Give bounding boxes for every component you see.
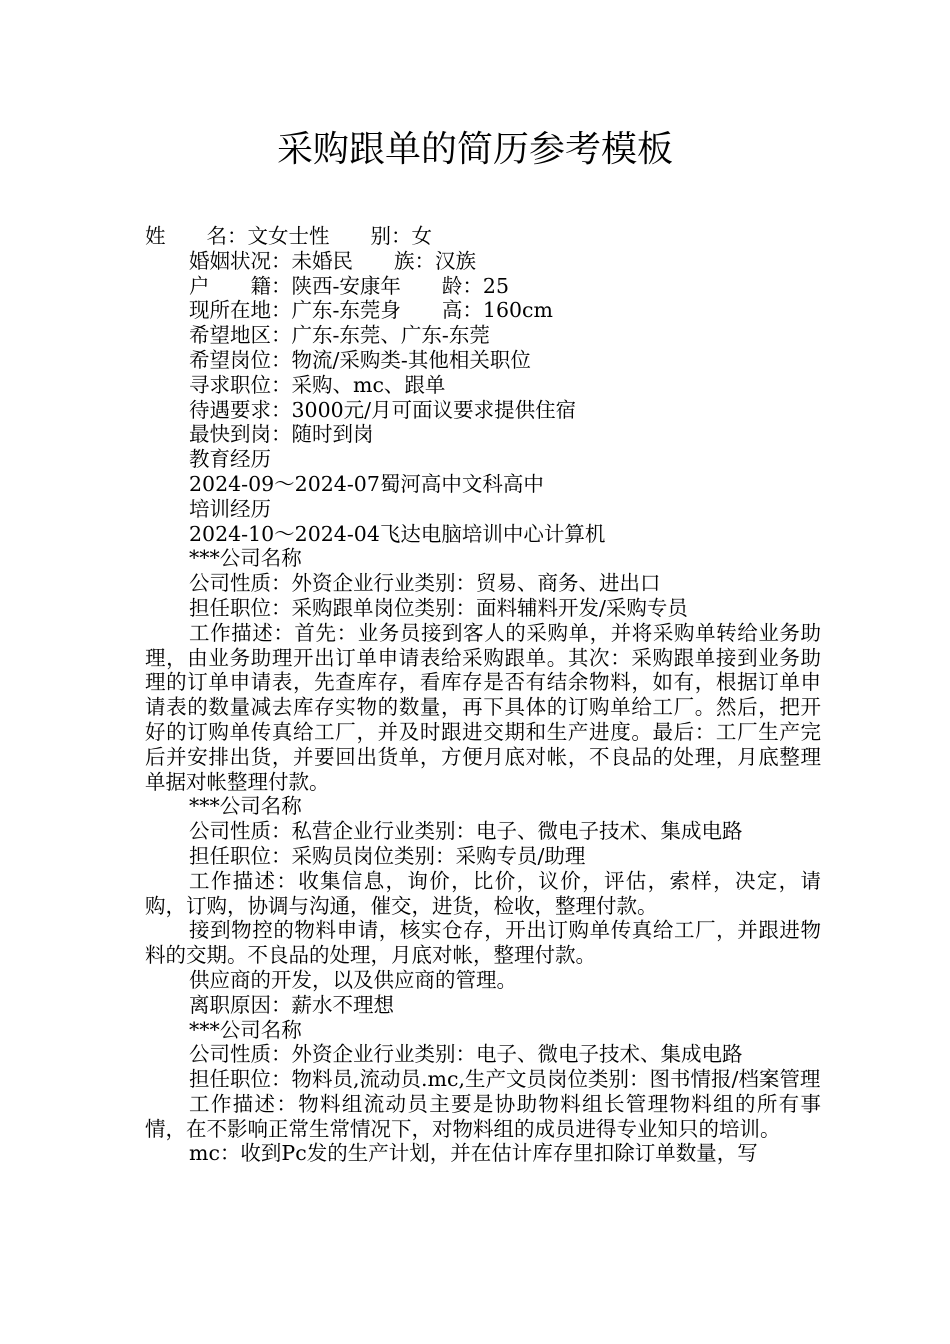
company-2-leave-reason: 离职原因：薪水不理想	[189, 992, 394, 1017]
company-2-description-3: 供应商的开发，以及供应商的管理。	[189, 967, 517, 992]
education-entry: 2024-09～2024-07蜀河高中文科高中	[189, 471, 544, 496]
company-3-mc-description: mc：收到Pc发的生产计划，并在估计库存里扣除订单数量，写	[189, 1141, 758, 1166]
company-2-name: ***公司名称	[189, 794, 302, 819]
field-location-height: 现所在地：广东-东莞身 高：160cm	[189, 298, 553, 323]
field-marital-ethnicity: 婚姻状况：未婚民 族：汉族	[189, 248, 476, 273]
field-start-date: 最快到岗：随时到岗	[189, 422, 374, 447]
company-3-type: 公司性质：外资企业行业类别：电子、微电子技术、集成电路	[189, 1042, 743, 1067]
resume-body	[145, 224, 821, 1166]
company-1-type: 公司性质：外资企业行业类别：贸易、商务、进出口	[189, 571, 661, 596]
field-desired-region: 希望地区：广东-东莞、广东-东莞	[189, 323, 490, 348]
company-2-description: 工作描述：收集信息，询价，比价，议价，评估，索样，决定，请购，订购，协调与沟通，催交，进货，检收，整理付款。	[145, 868, 821, 918]
field-desired-position: 希望岗位：物流/采购类-其他相关职位	[189, 347, 531, 372]
company-1-name: ***公司名称	[189, 546, 302, 571]
company-2-type: 公司性质：私营企业行业类别：电子、微电子技术、集成电路	[189, 819, 743, 844]
company-1-description: 工作描述：首先：业务员接到客人的采购单，并将采购单转给业务助理，由业务助理开出订单申请表给采购跟单。其次：采购跟单接到业务助理的订单申请表，先查库存，看库存是否有结余物料，如有，根据订单申请表的数量减去库存实物的数量，再下具体的订购单给工厂。然后，把开好的订购单传真给工厂，并及时跟进交期和生产进度。最后：工厂生产完后并安排出货，并要回出货单，方便月底对帐，不良品的处理，月底整理单据对帐整理付款。	[145, 620, 821, 794]
field-job-sought: 寻求职位：采购、mc、跟单	[189, 372, 446, 397]
training-entry: 2024-10～2024-04飞达电脑培训中心计算机	[189, 521, 606, 546]
document-title: 采购跟单的简历参考模板	[276, 129, 673, 170]
field-name-gender: 姓 名：文女士性 别：女	[145, 224, 432, 248]
company-1-position: 担任职位：采购跟单岗位类别：面料辅料开发/采购专员	[189, 595, 688, 620]
company-2-description-2: 接到物控的物料申请，核实仓存，开出订购单传真给工厂，并跟进物料的交期。不良品的处理，月底对帐，整理付款。	[145, 918, 821, 968]
field-salary: 待遇要求：3000元/月可面议要求提供住宿	[189, 397, 577, 422]
company-3-description: 工作描述：物料组流动员主要是协助物料组长管理物料组的所有事情，在不影响正常生常情况下，对物料组的成员进得专业知只的培训。	[145, 1091, 821, 1141]
field-hometown-age: 户 籍：陕西-安康年 龄：25	[189, 273, 510, 298]
company-2-position: 担任职位：采购员岗位类别：采购专员/助理	[189, 843, 586, 868]
section-training-heading: 培训经历	[189, 496, 271, 521]
company-3-name: ***公司名称	[189, 1017, 302, 1042]
section-education-heading: 教育经历	[189, 447, 271, 472]
company-3-position: 担任职位：物料员,流动员.mc,生产文员岗位类别：图书情报/档案管理	[189, 1067, 821, 1092]
